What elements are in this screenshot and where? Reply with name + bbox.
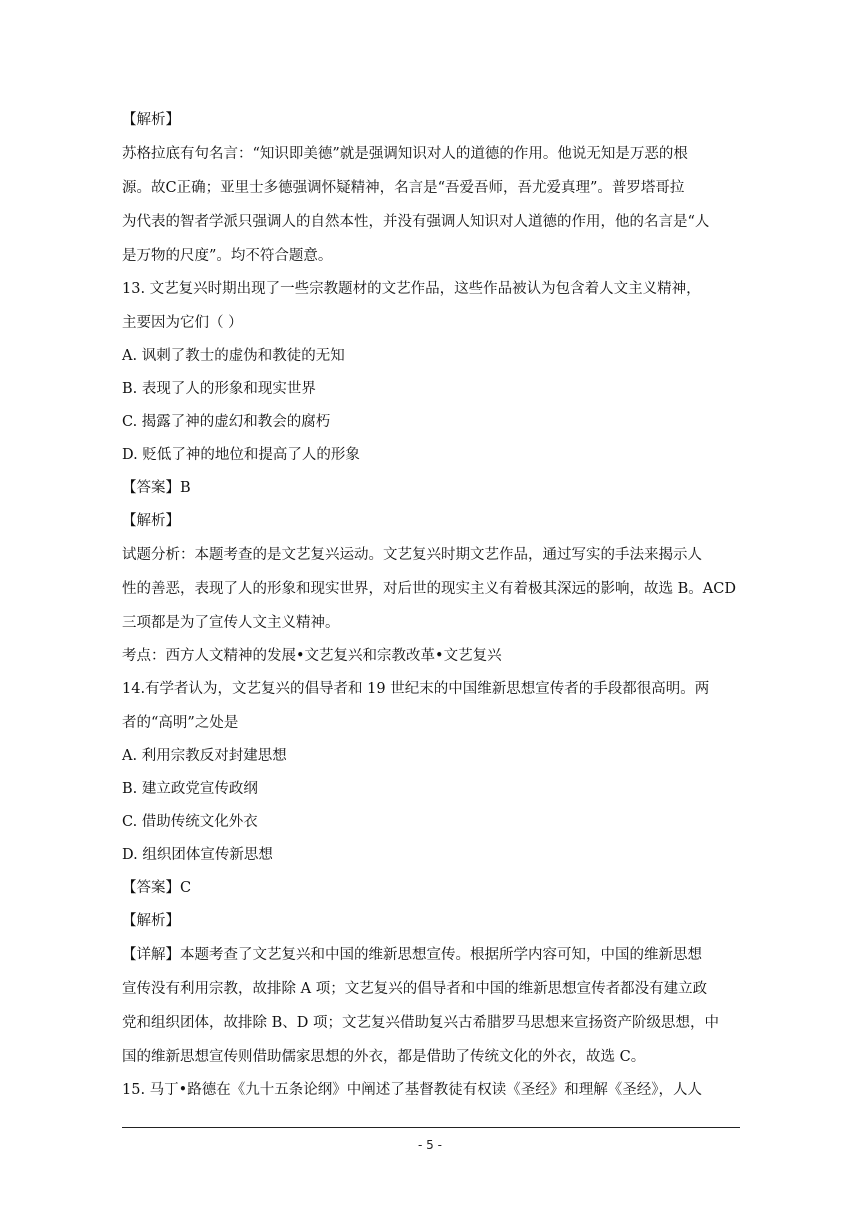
question-13-answer: 【答案】B xyxy=(122,480,191,496)
text-line: 为代表的智者学派只强调人的自然本性，并没有强调人知识对人道德的作用，他的名言是“人 xyxy=(122,214,710,230)
exam-point-line: 考点：西方人文精神的发展•文艺复兴和宗教改革•文艺复兴 xyxy=(122,648,502,664)
question-14-option-c: C. 借助传统文化外衣 xyxy=(122,814,258,830)
section-heading-analysis: 【解析】 xyxy=(122,913,180,929)
text-line: 试题分析：本题考查的是文艺复兴运动。文艺复兴时期文艺作品，通过写实的手法来揭示人 xyxy=(122,547,702,563)
page-number: - 5 - xyxy=(418,1138,442,1152)
question-14-answer: 【答案】C xyxy=(122,880,192,896)
question-14-option-b: B. 建立政党宣传政纲 xyxy=(122,781,258,797)
question-14-stem: 14.有学者认为，文艺复兴的倡导者和 19 世纪末的中国维新思想宣传者的手段都很高明。两 xyxy=(122,681,710,697)
text-line: 三项都是为了宣传人文主义精神。 xyxy=(122,615,340,631)
question-13-option-b: B. 表现了人的形象和现实世界 xyxy=(122,381,316,397)
footer-divider xyxy=(122,1127,740,1128)
text-line: 国的维新思想宣传则借助儒家思想的外衣，都是借助了传统文化的外衣，故选 C。 xyxy=(122,1049,646,1065)
text-line: 宣传没有利用宗教，故排除 A 项；文艺复兴的倡导者和中国的维新思想宣传者都没有建立政 xyxy=(122,981,708,997)
question-13-option-d: D. 贬低了神的地位和提高了人的形象 xyxy=(122,447,360,463)
question-14-stem: 者的“高明”之处是 xyxy=(122,715,239,731)
text-line: 源。故C正确；亚里士多德强调怀疑精神，名言是“吾爱吾师，吾尤爱真理”。普罗塔哥拉 xyxy=(122,180,685,196)
question-15-stem: 15. 马丁•路德在《九十五条论纲》中阐述了基督教徒有权读《圣经》和理解《圣经》，人人 xyxy=(122,1082,702,1098)
question-13-option-c: C. 揭露了神的虚幻和教会的腐朽 xyxy=(122,414,331,430)
question-13-stem: 13. 文艺复兴时期出现了一些宗教题材的文艺作品，这些作品被认为包含着人文主义精神， xyxy=(122,281,701,297)
section-heading-analysis: 【解析】 xyxy=(122,513,180,529)
text-line: 【详解】本题考查了文艺复兴和中国的维新思想宣传。根据所学内容可知，中国的维新思想 xyxy=(122,947,702,963)
text-line: 党和组织团体，故排除 B、D 项；文艺复兴借助复兴古希腊罗马思想来宣扬资产阶级思想，中 xyxy=(122,1015,719,1031)
question-13-stem: 主要因为它们（ ） xyxy=(122,315,243,331)
question-14-option-d: D. 组织团体宣传新思想 xyxy=(122,847,273,863)
question-13-option-a: A. 讽刺了教士的虚伪和教徒的无知 xyxy=(122,348,345,364)
text-line: 性的善恶，表现了人的形象和现实世界，对后世的现实主义有着极其深远的影响，故选 B。ACD xyxy=(122,581,736,597)
document-body xyxy=(122,110,742,1100)
text-line: 苏格拉底有句名言：“知识即美德”就是强调知识对人的道德的作用。他说无知是万恶的根 xyxy=(122,146,688,162)
text-line: 是万物的尺度”。均不符合题意。 xyxy=(122,248,333,264)
question-14-option-a: A. 利用宗教反对封建思想 xyxy=(122,748,287,764)
section-heading-analysis: 【解析】 xyxy=(122,112,180,128)
